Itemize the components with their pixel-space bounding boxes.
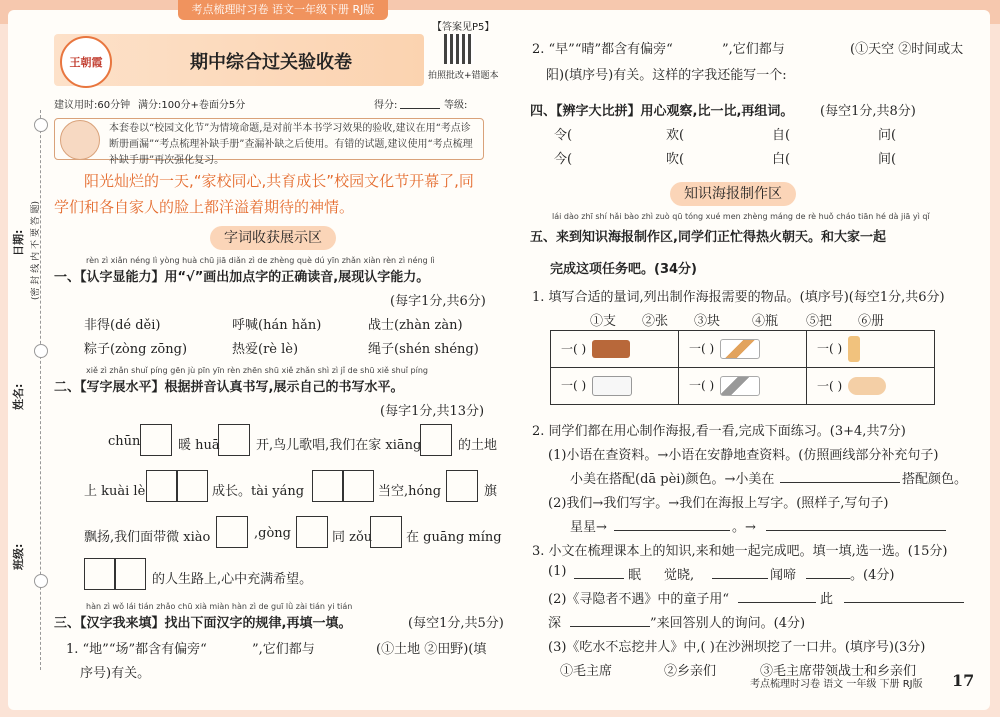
q5-3-part: 深 [548, 616, 562, 631]
answer-blank[interactable] [780, 482, 900, 483]
writing-box[interactable] [342, 470, 374, 502]
q1-score: (每字1分,共6分) [390, 294, 486, 309]
q5-3-part: 闻啼 [770, 568, 797, 583]
q4-item[interactable]: 令( [554, 128, 573, 143]
writing-box[interactable] [84, 558, 116, 590]
grade-label: 等级: [444, 100, 468, 111]
q3-sub: ”,它们都与 [252, 642, 315, 657]
q3-sub-2: 阳)(填序号)有关。这样的字我还能写一个: [546, 68, 787, 83]
q5-2c: 搭配颜色。 [902, 472, 968, 487]
q3-sub-2: (①天空 ②时间或太 [850, 42, 964, 57]
writing-box[interactable] [296, 516, 328, 548]
q5-3-part: ”来回答别人的询问。(4分) [650, 616, 806, 631]
question-1: 一、【认字显能力】用“√”画出加点字的正确读音,展现认字能力。 [54, 270, 430, 285]
page-number: 17 [952, 671, 975, 690]
q4-item[interactable]: 自( [772, 128, 791, 143]
choice[interactable]: ②乡亲们 [664, 664, 717, 679]
q3-sub: 1. “地”“场”都含有偏旁“ [66, 642, 207, 657]
q3-sub: (①土地 ②田野)(填 [376, 642, 487, 657]
table-cell[interactable] [807, 368, 935, 405]
pinyin-prompt: 的土地 [458, 438, 498, 453]
pinyin-prompt: 在 guāng míng [406, 530, 502, 545]
writing-box[interactable] [446, 470, 478, 502]
pinyin-prompt: 当空,hóng [378, 484, 442, 499]
header-tab: 考点梳理时习卷 语文一年级下册 RJ版 [178, 0, 388, 20]
q5-3-part: (2)《寻隐者不遇》中的童子用“ [548, 592, 730, 607]
q5-3: 3. 小文在梳理课本上的知识,来和她一起完成吧。填一填,选一选。(15分) [532, 544, 948, 559]
table-cell[interactable] [551, 368, 679, 405]
writing-box[interactable] [176, 470, 208, 502]
binding-hole-icon [34, 574, 48, 588]
choice[interactable]: ①毛主席 [560, 664, 613, 679]
q4-item[interactable]: 间( [878, 152, 897, 167]
choice[interactable]: ③毛主席带领战士和乡亲们 [760, 664, 917, 679]
answer-blank[interactable] [738, 602, 816, 603]
answer-blank[interactable] [712, 578, 768, 579]
q2-score: (每字1分,共13分) [380, 404, 485, 419]
class-label: 班级: [12, 543, 25, 570]
q5-2f: 。→ [732, 520, 756, 535]
pinyin-prompt: ,gòng [254, 526, 291, 541]
writing-box[interactable] [146, 470, 178, 502]
answer-blank[interactable] [844, 602, 964, 603]
name-label: 姓名: [12, 383, 25, 410]
q5-2: 2. 同学们都在用心制作海报,看一看,完成下面练习。(3+4,共7分) [532, 424, 906, 439]
pinyin-prompt: 成长。tài yáng [212, 484, 305, 499]
answer-reference: 【答案见P5】 [432, 22, 495, 33]
cell-blank: 一( ) [817, 378, 843, 393]
writing-box[interactable] [140, 424, 172, 456]
answer-blank[interactable] [574, 578, 624, 579]
book-icon [592, 340, 630, 358]
writing-box[interactable] [420, 424, 452, 456]
cell-blank: 一( ) [817, 341, 843, 356]
q5-3-part: 此 [820, 592, 834, 607]
pencil-icon [720, 339, 760, 359]
full-score: 满分:100分+卷面分5分 [138, 100, 246, 111]
q5-3-part: (1) [548, 564, 567, 579]
eraser-icon [848, 377, 886, 395]
score-label: 得分: [374, 100, 398, 111]
section-pill-poster: 知识海报制作区 [670, 182, 796, 206]
measure-word: ④瓶 [752, 314, 779, 329]
answer-blank[interactable] [766, 530, 946, 531]
paper-icon [592, 376, 632, 396]
page-footer: 考点梳理时习卷 语文 一年级 下册 RJ版 [750, 679, 923, 690]
q5-2a: (1)小语在查资料。→小语在安静地查资料。(仿照画线部分补充句子) [548, 448, 939, 463]
measure-table [550, 330, 935, 405]
cell-blank: 一( ) [689, 341, 715, 356]
q5-2e: 星星→ [570, 520, 607, 535]
qr-code-icon[interactable] [444, 34, 474, 64]
writing-box[interactable] [216, 516, 248, 548]
question-3: 三、【汉字我来填】找出下面汉字的规律,再填一填。 [54, 616, 352, 631]
q4-score: (每空1分,共8分) [820, 104, 916, 119]
q4-item[interactable]: 白( [772, 152, 791, 167]
q5-1: 1. 填写合适的量词,列出制作海报需要的物品。(填序号)(每空1分,共6分) [532, 290, 945, 305]
cell-blank: 一( ) [689, 378, 715, 393]
pinyin-prompt: 开,鸟儿歌唱,我们在家 xiāng [256, 438, 422, 453]
pinyin-q5: lái dào zhī shí hǎi bào zhì zuò qū tóng xué men zhèng máng de rè huǒ cháo tiān hé dà jiā yì qǐ [552, 212, 930, 221]
cell-blank: 一( ) [561, 378, 587, 393]
time-limit: 建议用时:60分钟 [54, 100, 131, 111]
cell-blank: 一( ) [561, 341, 587, 356]
measure-word: ②张 [642, 314, 669, 329]
q1-item[interactable]: 绳子(shén shéng) [368, 342, 479, 357]
q5-2d: (2)我们→我们写字。→我们在海报上写字。(照样子,写句子) [548, 496, 889, 511]
score-blank[interactable] [400, 108, 440, 109]
scissors-icon [720, 376, 760, 396]
question-5-cont: 完成这项任务吧。(34分) [550, 262, 697, 277]
answer-blank[interactable] [614, 530, 730, 531]
writing-box[interactable] [370, 516, 402, 548]
measure-word: ③块 [694, 314, 721, 329]
pinyin-prompt: chūn [108, 434, 141, 449]
q3-sub-2: ”,它们都与 [722, 42, 785, 57]
seal-notice: (密 封 线 内 不 要 答 题) [31, 200, 41, 300]
pinyin-prompt: 同 zǒu [332, 530, 373, 545]
pinyin-prompt: 飘扬,我们面带微 xiào [84, 530, 211, 545]
scene-intro: 阳光灿烂的一天,“家校同心,共育成长”校园文化节开幕了,同学们和各自家人的脸上都洋溢着期待的神情。 [54, 172, 474, 216]
q4-item[interactable]: 欢( [666, 128, 685, 143]
brand-logo: 王朝霞 [60, 36, 112, 88]
q1-item[interactable]: 粽子(zòng zōng) [84, 342, 188, 357]
pinyin-prompt: 旗 [484, 484, 498, 499]
date-label: 日期: [12, 229, 25, 256]
q3-sub: 序号)有关。 [80, 666, 151, 681]
q3-score: (每空1分,共5分) [408, 616, 504, 631]
measure-word: ①支 [590, 314, 617, 329]
answer-blank[interactable] [570, 626, 650, 627]
pinyin-q1: rèn zì xiǎn néng lì yòng huà chū jiā diǎn zì de zhèng què dú yīn zhǎn xiàn rèn zì néng lì [86, 256, 435, 265]
pinyin-prompt: 上 kuài lè [84, 484, 146, 499]
table-cell[interactable] [679, 368, 807, 405]
pinyin-q3: hàn zì wǒ lái tián zhǎo chū xià miàn hàn zì de guī lǜ zài tián yi tián [86, 602, 353, 611]
exam-title: 期中综合过关验收卷 [190, 52, 352, 73]
q1-item[interactable]: 战士(zhàn zàn) [368, 318, 463, 333]
pinyin-q2: xiě zì zhǎn shuǐ píng gēn jù pīn yīn rèn zhēn shū xiě zhǎn shì zì jǐ de shū xiě shuǐ píng [86, 366, 428, 375]
writing-box[interactable] [312, 470, 344, 502]
answer-blank[interactable] [806, 578, 850, 579]
q5-3-part: 觉晓, [664, 568, 695, 583]
q4-item[interactable]: 今( [554, 152, 573, 167]
q4-item[interactable]: 问( [878, 128, 897, 143]
usage-note: 本套卷以“校园文化节”为情境命题,是对前半本书学习效果的验收,建议在用“考点诊断册画漏”“考点梳理补缺手册”查漏补缺之后使用。有错的试题,建议使用“考点梳理补缺手册”再次强化复习。 [54, 118, 484, 160]
table-cell[interactable] [679, 331, 807, 368]
measure-word: ⑥册 [858, 314, 885, 329]
table-cell[interactable] [551, 331, 679, 368]
pinyin-prompt: 的人生路上,心中充满希望。 [152, 572, 313, 587]
question-5: 五、来到知识海报制作区,同学们正忙得热火朝天。和大家一起 [530, 230, 886, 245]
section-pill-words: 字词收获展示区 [210, 226, 336, 250]
q5-2b: 小美在搭配(dā pèi)颜色。→小美在 [570, 472, 775, 487]
q5-3-part: (3)《吃水不忘挖井人》中,( )在沙洲坝挖了一口井。(填序号)(3分) [548, 640, 926, 655]
qr-caption: 拍照批改+错题本 [428, 71, 499, 81]
writing-box[interactable] [218, 424, 250, 456]
binding-hole-icon [34, 118, 48, 132]
q5-3-part: 眠 [628, 568, 642, 583]
q1-item[interactable]: 非得(dé děi) [84, 318, 161, 333]
glue-icon [848, 336, 860, 362]
q1-item[interactable]: 热爱(rè lè) [232, 342, 299, 357]
q5-3-part: 。(4分) [850, 568, 895, 583]
measure-word: ⑤把 [806, 314, 833, 329]
q3-sub-2: 2. “早”“晴”都含有偏旁“ [532, 42, 673, 57]
table-cell[interactable] [807, 331, 935, 368]
question-2: 二、【写字展水平】根据拼音认真书写,展示自己的书写水平。 [54, 380, 404, 395]
binding-hole-icon [34, 344, 48, 358]
question-4: 四、【辨字大比拼】用心观察,比一比,再组词。 [530, 104, 794, 119]
q1-item[interactable]: 呼喊(hán hǎn) [232, 318, 322, 333]
q4-item[interactable]: 吹( [666, 152, 685, 167]
pinyin-prompt: 暖 huā [178, 438, 220, 453]
writing-box[interactable] [114, 558, 146, 590]
